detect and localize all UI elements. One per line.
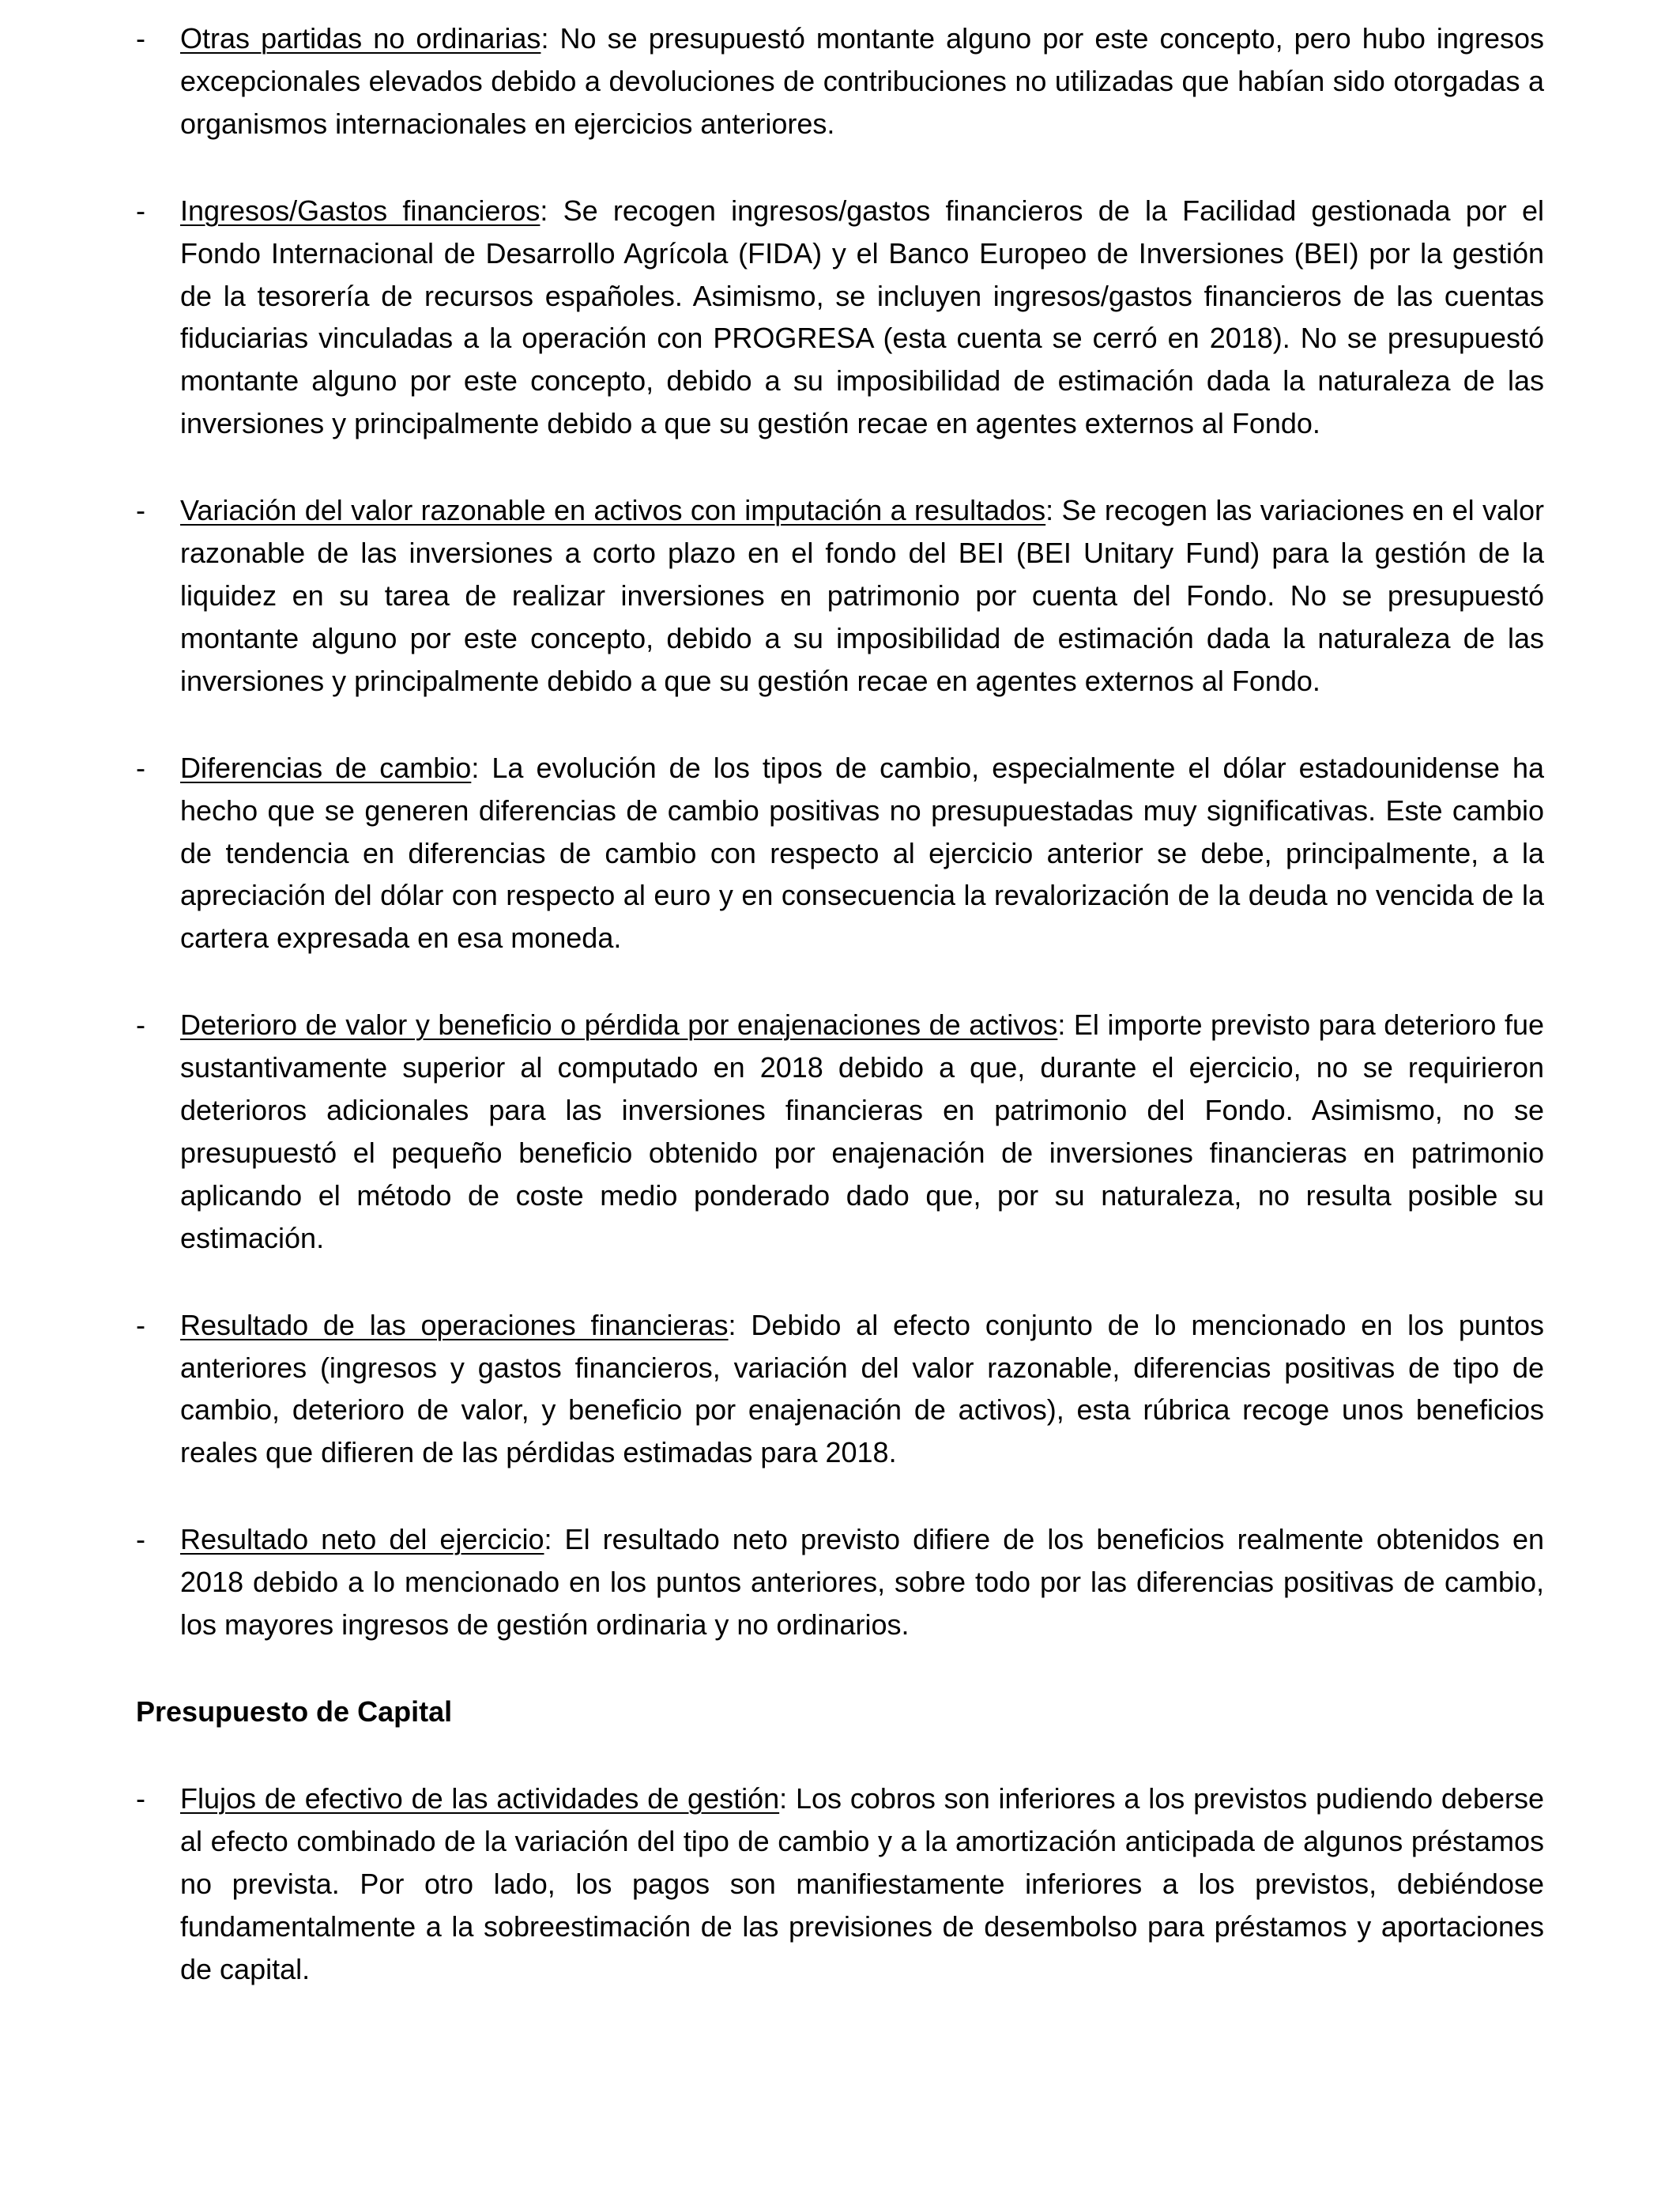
section-heading: Presupuesto de Capital: [136, 1695, 453, 1728]
list-item-ingresos-gastos-financieros: [136, 190, 1544, 445]
item-term: Variación del valor razonable en activos con imputación a resultados: [180, 494, 1046, 527]
list-item-variacion-valor-razonable: [136, 489, 1544, 703]
bullet-dash: -: [136, 1523, 145, 1556]
item-text: : La evolución de los tipos de cambio, especialmente el dólar estadounidense ha hecho que se generen diferencias de cambio positivas no presupuestadas muy significativas. Este cambio de tendencia en diferencias de cambio con respecto al ejercicio anterior se debe, principalmente, a la apreciación del dólar con respecto al euro y en consecuencia la revalorización de la deuda no vencida de la cartera expresada en esa moneda.: [180, 751, 1544, 955]
list-item-deterioro-de-valor: [136, 1004, 1544, 1259]
list-item-diferencias-de-cambio: [136, 747, 1544, 960]
bullet-dash: -: [136, 1781, 145, 1815]
item-text: : El resultado neto previsto difiere de los beneficios realmente obtenidos en 2018 debido a lo mencionado en los puntos anteriores, sobre todo por las diferencias positivas de cambio, los mayores ingresos de gestión ordinaria y no ordinarios.: [180, 1523, 1544, 1642]
bullet-dash: -: [136, 751, 145, 784]
list-item-resultado-neto: [136, 1518, 1544, 1646]
item-text: : El importe previsto para deterioro fue sustantivamente superior al computado en 2018 debido a que, durante el ejercicio, no se requirieron deterioros adicionales para las inversiones financieras en patrimonio del Fondo. Asimismo, no se presupuestó el pequeño beneficio obtenido por enajenación de inversiones financieras en patrimonio aplicando el método de coste medio ponderado dado que, por su naturaleza, no resulta posible su estimación.: [180, 1008, 1544, 1254]
item-term: Flujos de efectivo de las actividades de gestión: [180, 1781, 780, 1815]
list-item-resultado-operaciones-financieras: [136, 1304, 1544, 1475]
bullet-dash: -: [136, 1008, 145, 1042]
list-item-flujos-de-efectivo: [136, 1777, 1544, 1991]
bullet-dash: -: [136, 194, 145, 227]
item-term: Resultado neto del ejercicio: [180, 1523, 544, 1556]
item-term: Diferencias de cambio: [180, 751, 472, 784]
bullet-dash: -: [136, 1308, 145, 1341]
bullet-dash: -: [136, 22, 145, 55]
item-text: : Se recogen ingresos/gastos financieros de la Facilidad gestionada por el Fondo Internacional de Desarrollo Agrícola (FIDA) y el Banco Europeo de Inversiones (BEI) por la gestión de la tesorería de recursos españoles. Asimismo, se incluyen ingresos/gastos financieros de las cuentas fiduciarias vinculadas a la operación con PROGRESA (esta cuenta se cerró en 2018). No se presupuestó montante alguno por este concepto, debido a su imposibilidad de estimación dada la naturaleza de las inversiones y principalmente debido a que su gestión recae en agentes externos al Fondo.: [180, 194, 1545, 440]
item-term: Ingresos/Gastos financieros: [180, 194, 541, 227]
item-text: : No se presupuestó montante alguno por este concepto, pero hubo ingresos excepcionales elevados debido a devoluciones de contribuciones no utilizadas que habían sido otorgadas a organismos internacionales en ejercicios anteriores.: [180, 22, 1545, 140]
item-text: : Los cobros son inferiores a los previstos pudiendo deberse al efecto combinado de la variación del tipo de cambio y a la amortización anticipada de algunos préstamos no prevista. Por otro lado, los pagos son manifiestamente inferiores a los previstos, debiéndose fundamentalmente a la sobreestimación de las previsiones de desembolso para préstamos y aportaciones de capital.: [180, 1781, 1545, 1985]
item-term: Otras partidas no ordinarias: [180, 22, 541, 55]
item-text: : Se recogen las variaciones en el valor razonable de las inversiones a corto plazo en el fondo del BEI (BEI Unitary Fund) para la gestión de la liquidez en su tarea de realizar inversiones en patrimonio por cuenta del Fondo. No se presupuestó montante alguno por este concepto, debido a su imposibilidad de estimación dada la naturaleza de las inversiones y principalmente debido a que su gestión recae en agentes externos al Fondo.: [180, 494, 1544, 697]
list-item-otras-partidas: [136, 17, 1544, 145]
item-term: Resultado de las operaciones financieras: [180, 1308, 729, 1341]
item-term: Deterioro de valor y beneficio o pérdida por enajenaciones de activos: [180, 1008, 1058, 1042]
bullet-dash: -: [136, 494, 145, 527]
item-text: : Debido al efecto conjunto de lo mencionado en los puntos anteriores (ingresos y gastos financieros, variación del valor razonable, diferencias positivas de tipo de cambio, deterioro de valor, y beneficio por enajenación de activos), esta rúbrica recoge unos beneficios reales que difieren de las pérdidas estimadas para 2018.: [180, 1308, 1544, 1469]
